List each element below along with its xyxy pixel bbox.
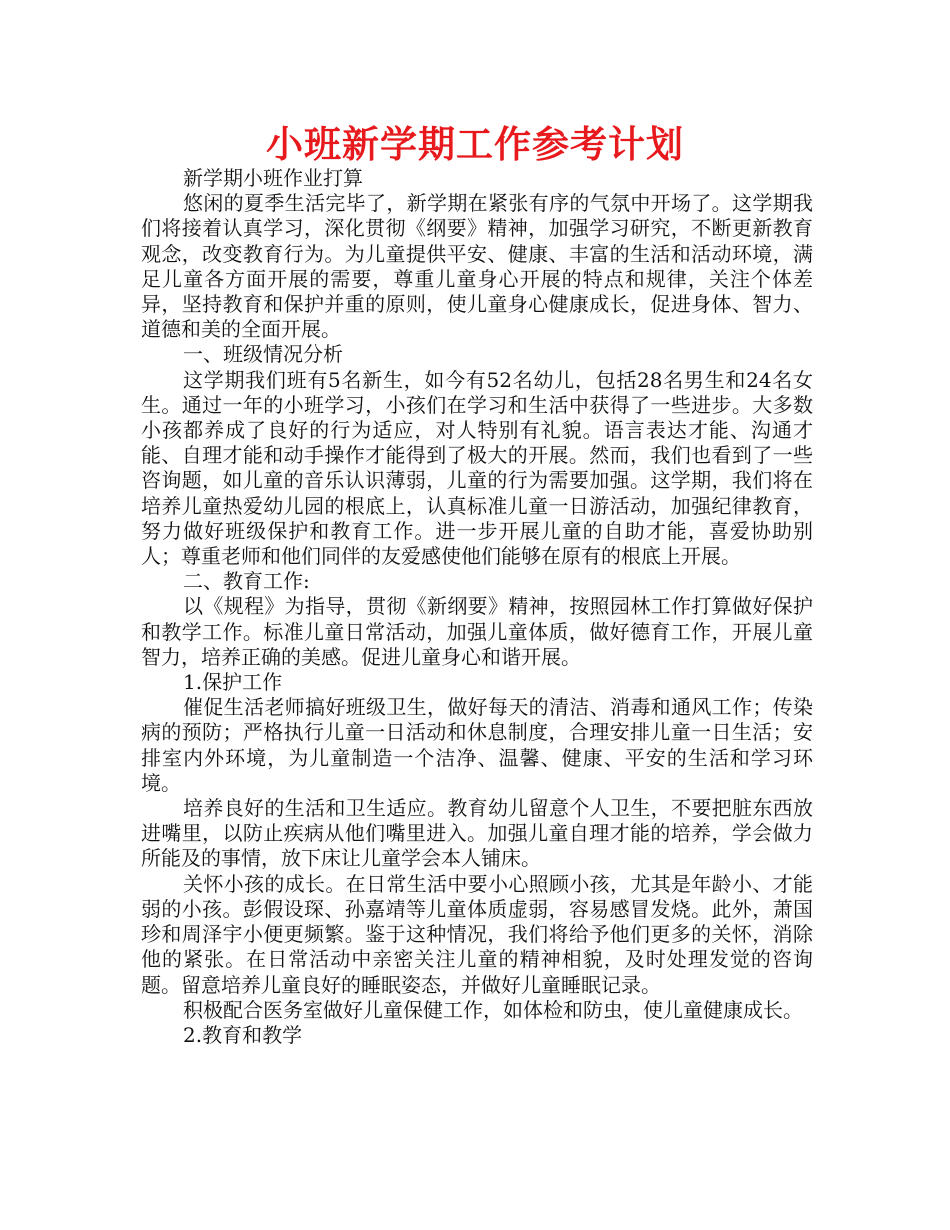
paragraph-class-analysis: 这学期我们班有5名新生，如今有52名幼儿，包括28名男生和24名女生。通过一年的小班学习，小孩们在学习和生活中获得了一些进步。大多数小孩都养成了良好的行为适应，对人特别有礼貌。语言表达才能、沟通才能、自理才能和动手操作才能得到了极大的开展。然而，我们也看到了一些咨询题，如儿童的音乐认识薄弱，儿童的行为需要加强。这学期，我们将在培养儿童热爱幼儿园的根底上，认真标准儿童一日游活动，加强纪律教育，努力做好班级保护和教育工作。进一步开展儿童的自助才能，喜爱协助别人；尊重老师和他们同伴的友爱感使他们能够在原有的根底上开展。: [141, 367, 813, 569]
document-body: [141, 166, 813, 1048]
paragraph-growth-care: 关怀小孩的成长。在日常生活中要小心照顾小孩，尤其是年龄小、才能弱的小孩。彭假设琛、孙嘉靖等儿童体质虚弱，容易感冒发烧。此外，萧国珍和周泽宇小便更频繁。鉴于这种情况，我们将给予他们更多的关怀，消除他的紧张。在日常活动中亲密关注儿童的精神相貌，及时处理发觉的咨询题。留意培养儿童良好的睡眠姿态，并做好儿童睡眠记录。: [141, 871, 813, 997]
paragraph-health-care: 积极配合医务室做好儿童保健工作，如体检和防虫，使儿童健康成长。: [183, 997, 803, 1022]
paragraph-subtitle: 新学期小班作业打算: [183, 166, 363, 190]
subheading-education-teaching: 2.教育和教学: [183, 1022, 303, 1047]
paragraph-habits: 培养良好的生活和卫生适应。教育幼儿留意个人卫生，不要把脏东西放进嘴里，以防止疾病从他们嘴里进入。加强儿童自理才能的培养，学会做力所能及的事情，放下床让儿童学会本人铺床。: [141, 796, 813, 871]
section-heading-class-analysis: 一、班级情况分析: [183, 342, 343, 367]
paragraph-intro: 悠闲的夏季生活完毕了，新学期在紧张有序的气氛中开场了。这学期我们将接着认真学习，深化贯彻《纲要》精神，加强学习研究，不断更新教育观念，改变教育行为。为儿童提供平安、健康、丰富的生活和活动环境，满足儿童各方面开展的需要，尊重儿童身心开展的特点和规律，关注个体差异，坚持教育和保护并重的原则，使儿童身心健康成长，促进身体、智力、道德和美的全面开展。: [141, 191, 813, 342]
paragraph-education-work: 以《规程》为指导，贯彻《新纲要》精神，按照园林工作打算做好保护和教学工作。标准儿童日常活动，加强儿童体质，做好德育工作，开展儿童智力，培养正确的美感。促进儿童身心和谐开展。: [141, 594, 813, 669]
section-heading-education-work: 二、教育工作:: [183, 569, 310, 594]
subheading-care-work: 1.保护工作: [183, 670, 283, 695]
document-title: 小班新学期工作参考计划: [266, 123, 684, 166]
paragraph-care-hygiene: 催促生活老师搞好班级卫生，做好每天的清洁、消毒和通风工作；传染病的预防；严格执行儿童一日活动和休息制度，合理安排儿童一日生活；安排室内外环境，为儿童制造一个洁净、温馨、健康、平安的生活和学习环境。: [141, 695, 813, 795]
